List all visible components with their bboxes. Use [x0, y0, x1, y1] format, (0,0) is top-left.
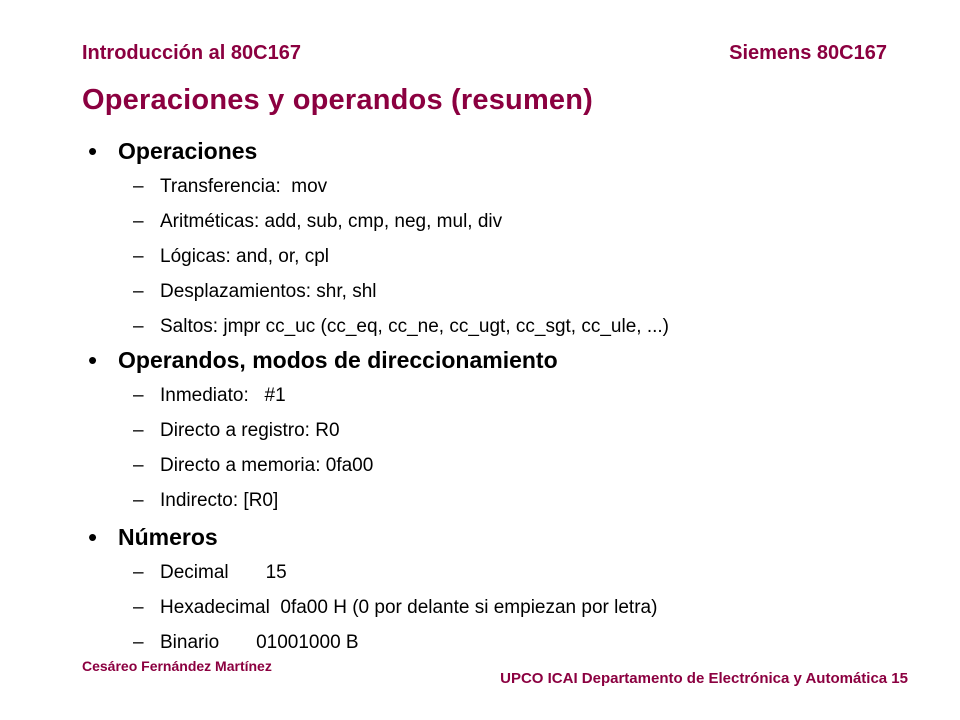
sub-item-text: Saltos: jmpr cc_uc (cc_eq, cc_ne, cc_ugt, cc_sgt, cc_ule, ...): [160, 316, 669, 337]
header-device-name: Siemens 80C167: [729, 42, 887, 64]
sub-item-text: Lógicas: and, or, cpl: [160, 246, 329, 267]
sub-item-text: Directo a memoria: 0fa00: [160, 455, 374, 476]
bullet-heading: Operandos, modos de direccionamiento: [118, 347, 558, 373]
bullet-heading: Operaciones: [118, 138, 258, 164]
header-course-title: Introducción al 80C167: [82, 42, 301, 64]
sub-item-text: Desplazamientos: shr, shl: [160, 281, 377, 302]
dash-icon: –: [133, 597, 144, 618]
dash-icon: –: [133, 316, 144, 337]
sub-item-text: Hexadecimal 0fa00 H (0 por delante si empiezan por letra): [160, 597, 658, 618]
dash-icon: –: [133, 385, 144, 406]
footer-institution-page: UPCO ICAI Departamento de Electrónica y Automática 15: [500, 670, 908, 687]
sub-item-text: Decimal 15: [160, 562, 287, 583]
dash-icon: –: [133, 562, 144, 583]
dash-icon: –: [133, 455, 144, 476]
dash-icon: –: [133, 490, 144, 511]
bullet-dot-icon: •: [88, 522, 98, 552]
slide-title: Operaciones y operandos (resumen): [82, 84, 594, 116]
sub-item-text: Indirecto: [R0]: [160, 490, 279, 511]
sub-item-text: Inmediato: #1: [160, 385, 286, 406]
dash-icon: –: [133, 211, 144, 232]
sub-item-text: Aritméticas: add, sub, cmp, neg, mul, div: [160, 211, 503, 232]
bullet-heading: Números: [118, 524, 218, 550]
bullet-dot-icon: •: [88, 136, 98, 166]
dash-icon: –: [133, 176, 144, 197]
bullet-dot-icon: •: [88, 345, 98, 375]
dash-icon: –: [133, 632, 144, 653]
sub-item-text: Transferencia: mov: [160, 176, 328, 197]
sub-item-text: Binario 01001000 B: [160, 632, 359, 653]
dash-icon: –: [133, 420, 144, 441]
footer-author: Cesáreo Fernández Martínez: [82, 658, 272, 674]
dash-icon: –: [133, 281, 144, 302]
dash-icon: –: [133, 246, 144, 267]
sub-item-text: Directo a registro: R0: [160, 420, 340, 441]
